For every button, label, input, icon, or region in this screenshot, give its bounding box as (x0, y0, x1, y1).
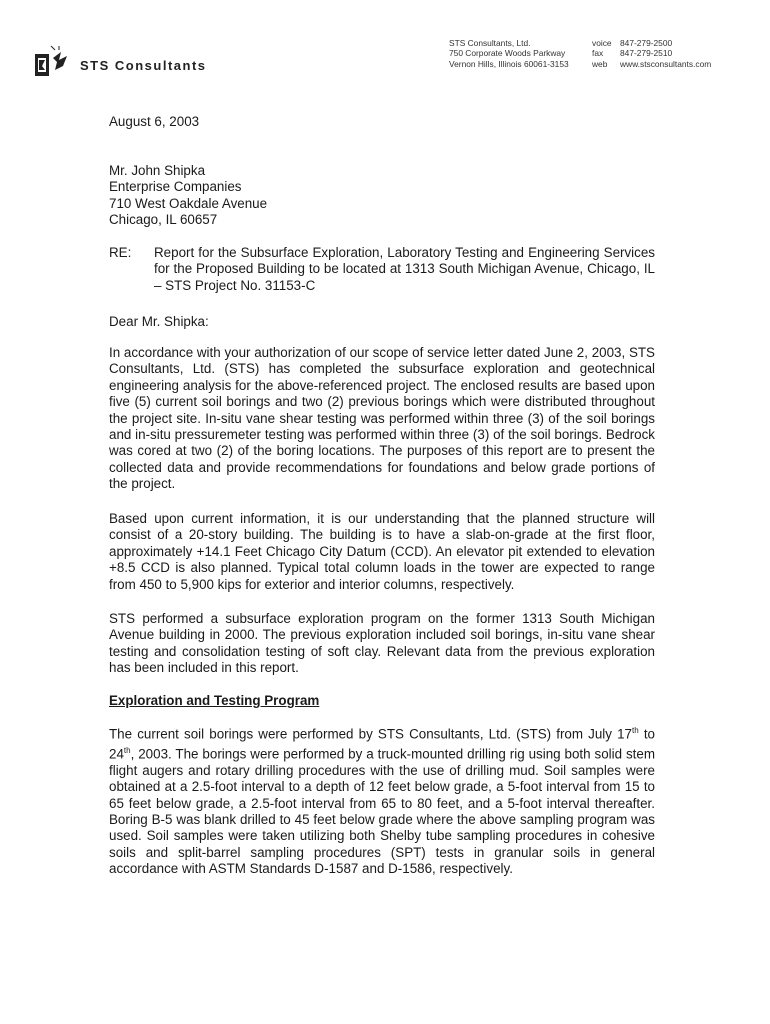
section-heading: Exploration and Testing Program (109, 693, 320, 708)
recipient-address: Mr. John Shipka Enterprise Companies 710 West Oakdale Avenue Chicago, IL 60657 (109, 163, 268, 228)
re-label: RE: (109, 245, 132, 260)
paragraph-exploration-program: The current soil borings were performed by STS Consultants, Ltd. (STS) from July 17th to 24th, 2003. The borings were performed by a truck-mounted drilling rig using both solid stem flight augers and rotary drilling procedures with the use of drilling mud. Soil samples were obtained at a 2.5-foot interval to a depth of 12 feet below grade, a 5-foot interval from 15 to 65 feet below grade, a 2.5-foot interval from 65 to 80 feet, and a 5-foot interval thereafter. Boring B-5 was blank drilled to 45 feet below grade where the above sampling program was used. Soil samples were taken utilizing both Shelby tube sampling procedures in cohesive soils and split-barrel sampling procedures (SPT) tests in granular soils in general accordance with ASTM Standards D-1587 and D-1586, respectively. (109, 726, 655, 877)
sts-logo-icon (33, 44, 75, 80)
company-name: STS Consultants (80, 58, 207, 73)
salutation: Dear Mr. Shipka: (109, 314, 209, 329)
re-subject: Report for the Subsurface Exploration, Laboratory Testing and Engineering Services for the Proposed Building to be located at 1313 South Michigan Avenue, Chicago, IL – STS Project No. 31153-C (154, 245, 655, 293)
letterhead-address: STS Consultants, Ltd. 750 Corporate Woods Parkway Vernon Hills, Illinois 60061-3153 (449, 38, 569, 69)
letterhead-contacts: voice 847-279-2500 fax 847-279-2510 web www.stsconsultants.com (592, 38, 712, 69)
letter-date: August 6, 2003 (109, 114, 200, 129)
paragraph-previous-exploration: STS performed a subsurface exploration program on the former 1313 South Michigan Avenue building in 2000. The previous exploration included soil borings, in-situ vane shear testing and consolidation testing of soft clay. Relevant data from the previous exploration has been included in this report. (109, 611, 655, 676)
paragraph-project-info: Based upon current information, it is our understanding that the planned structure will consist of a 20-story building. The building is to have a slab-on-grade at the first floor, approximately +14.1 Feet Chicago City Datum (CCD). An elevator pit extended to elevation +8.5 CCD is also planned. Typical total column loads in the tower are expected to range from 450 to 5,900 kips for exterior and interior columns, respectively. (109, 511, 655, 592)
paragraph-authorization: In accordance with your authorization of our scope of service letter dated June 2, 2003, STS Consultants, Ltd. (STS) has completed the subsurface exploration and geotechnical engineering analysis for the above-referenced project. The enclosed results are based upon five (5) current soil borings and two (2) previous borings which were distributed throughout the project site. In-situ vane shear testing was performed within three (3) of the soil borings and in-situ pressuremeter testing was performed within three (3) of the soil borings. Bedrock was cored at two (2) of the boring locations. The purposes of this report are to present the collected data and provide recommendations for foundations and below grade portions of the project. (109, 345, 655, 492)
